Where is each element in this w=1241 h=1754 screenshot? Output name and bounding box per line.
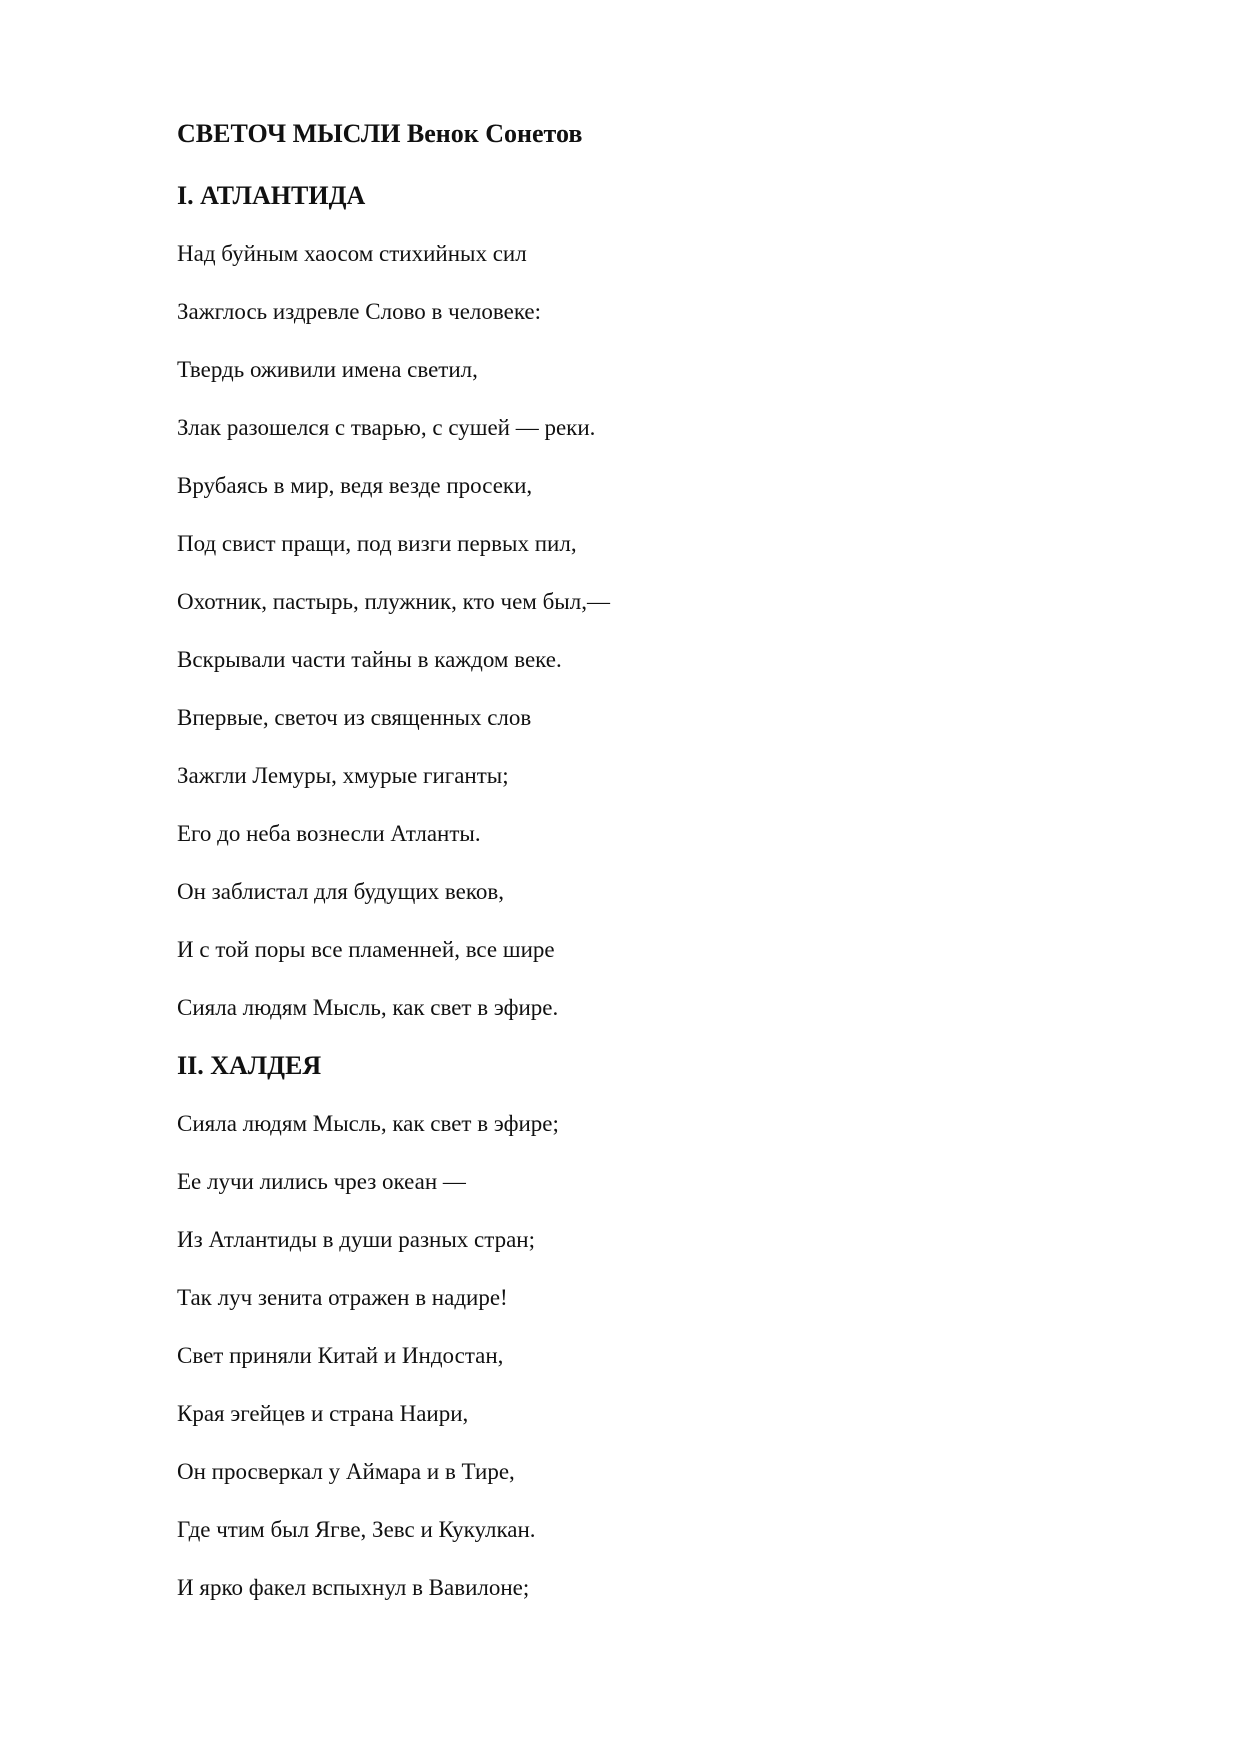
verse-line: Врубаясь в мир, ведя везде просеки,	[177, 473, 533, 498]
verse-line: Злак разошелся с тварью, с сушей — реки.	[177, 415, 596, 440]
verse-line: Ее лучи лились чрез океан —	[177, 1169, 466, 1194]
verse-line: Твердь оживили имена светил,	[177, 357, 478, 382]
verse-line: Впервые, светоч из священных слов	[177, 705, 532, 730]
verse-line: Свет приняли Китай и Индостан,	[177, 1343, 504, 1368]
verse-line: И ярко факел вспыхнул в Вавилоне;	[177, 1575, 530, 1600]
section-heading-khaldeya: II. ХАЛДЕЯ	[177, 1051, 322, 1080]
verse-line: Сияла людям Мысль, как свет в эфире;	[177, 1111, 559, 1136]
verse-line: Где чтим был Ягве, Зевс и Кукулкан.	[177, 1517, 536, 1542]
verse-line: Из Атлантиды в души разных стран;	[177, 1227, 535, 1252]
verse-line: Охотник, пастырь, плужник, кто чем был,—	[177, 589, 610, 614]
verse-line: Он заблистал для будущих веков,	[177, 879, 504, 904]
sonnet-atlantida	[177, 239, 610, 1051]
verse-line: Так луч зенита отражен в надире!	[177, 1285, 508, 1310]
verse-line: Он просверкал у Аймара и в Тире,	[177, 1459, 515, 1484]
document-title: СВЕТОЧ МЫСЛИ Венок Сонетов	[177, 119, 583, 148]
verse-line: Сияла людям Мысль, как свет в эфире.	[177, 995, 559, 1020]
verse-line: Под свист пращи, под визги первых пил,	[177, 531, 577, 556]
verse-line: Края эгейцев и страна Наири,	[177, 1401, 469, 1426]
verse-line: Над буйным хаосом стихийных сил	[177, 241, 527, 266]
verse-line: Зажглось издревле Слово в человеке:	[177, 299, 542, 324]
verse-line: Его до неба вознесли Атланты.	[177, 821, 481, 846]
verse-line: И с той поры все пламенней, все шире	[177, 937, 555, 962]
verse-line: Зажгли Лемуры, хмурые гиганты;	[177, 763, 509, 788]
sonnet-khaldeya	[177, 1109, 559, 1631]
section-heading-atlantida: I. АТЛАНТИДА	[177, 181, 366, 210]
verse-line: Вскрывали части тайны в каждом веке.	[177, 647, 562, 672]
